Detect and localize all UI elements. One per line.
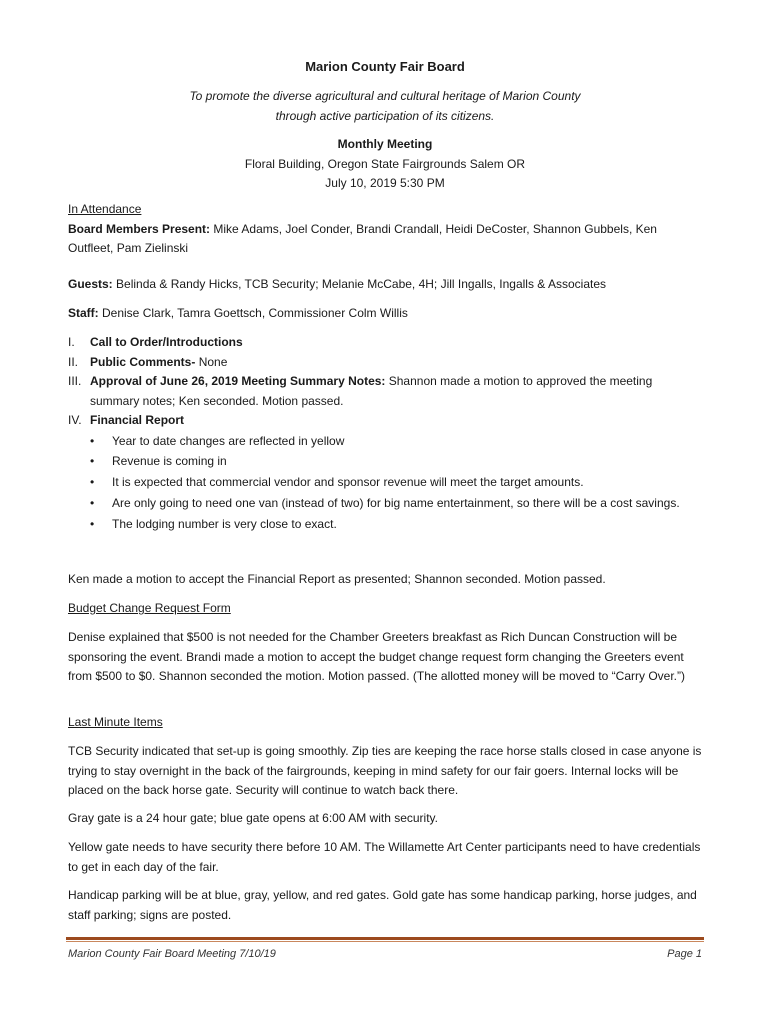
agenda-item [68, 333, 702, 353]
staff-label: Staff: [68, 306, 99, 320]
budget-text: Denise explained that $500 is not needed for the Chamber Greeters breakfast as Rich Duncan Construction will be sponsoring the event. Brandi made a motion to accept the budget change request form changing the Greeters event from $500 to $0. Shannon seconded the motion. Motion passed. (The allotted money will be moved to “Carry Over.”) [68, 630, 685, 683]
bullet-icon: • [90, 475, 95, 490]
last-minute-heading: Last Minute Items [68, 715, 163, 729]
list-item: • The lodging number is very close to exact. [68, 514, 702, 535]
bullet-icon: • [90, 516, 95, 531]
staff-names: Denise Clark, Tamra Goettsch, Commissioner Colm Willis [98, 306, 408, 320]
meeting-type: Monthly Meeting [337, 137, 433, 151]
board-label: Board Members Present: [68, 221, 211, 236]
agenda-label: Public Comments- [90, 354, 196, 369]
meeting-location: Floral Building, Oregon State Fairgrounds Salem OR [244, 156, 526, 171]
board-members [68, 220, 702, 259]
agenda-number: I. [68, 335, 75, 349]
agenda-item [68, 372, 702, 411]
page-footer [68, 945, 702, 965]
list-item: • It is expected that commercial vendor and sponsor revenue will meet the target amounts. [68, 472, 702, 493]
footer-title: Marion County Fair Board Meeting 7/10/19 [68, 948, 276, 960]
list-item: • Year to date changes are reflected in yellow [68, 431, 702, 452]
meeting-datetime: July 10, 2019 5:30 PM [325, 176, 445, 190]
guests-label: Guests: [68, 277, 113, 291]
guests-names: Belinda & Randy Hicks, TCB Security; Melanie McCabe, 4H; Jill Ingalls, Ingalls & Associates [112, 277, 607, 291]
footer-divider-thin [66, 941, 704, 942]
last-minute-p3: Yellow gate needs to have security there before 10 AM. The Willamette Art Center participants need to have credentials to get in each day of the fair. [68, 840, 701, 874]
last-minute-p2: Gray gate is a 24 hour gate; blue gate opens at 6:00 AM with security. [68, 811, 438, 825]
board-names: Mike Adams, Joel Conder, Brandi Crandall, Heidi DeCoster, Shannon Gubbels, Ken Outfleet, Pam Zielinski [68, 221, 657, 255]
agenda-number: IV. [68, 413, 82, 427]
agenda-item [68, 411, 702, 431]
agenda-label: Call to Order/Introductions [90, 335, 243, 349]
list-item: • Are only going to need one van (instead of two) for big name entertainment, so there will be a cost savings. [68, 493, 702, 514]
agenda-list [68, 333, 702, 534]
agenda-number: II. [68, 354, 79, 369]
bullet-icon: • [90, 495, 95, 510]
list-item: • Revenue is coming in [68, 451, 702, 472]
bullet-icon: • [90, 433, 95, 448]
bullet-icon: • [90, 454, 95, 469]
attendance-section [68, 200, 702, 259]
mission-line-2: through active participation of its citizens. [275, 108, 495, 123]
agenda-text: Shannon made a motion to approved the meeting summary notes; Ken seconded. Motion passed. [90, 374, 653, 408]
last-minute-p1: TCB Security indicated that set-up is going smoothly. Zip ties are keeping the race horse stalls closed in case anyone is trying to stay overnight in the back of the fairgrounds, keeping in mind safety for our fair goers. Internal locks will be placed on the back horse gate. Security will continue to watch back there. [68, 744, 702, 797]
guests-line [68, 275, 702, 295]
mission-line-1: To promote the diverse agricultural and cultural heritage of Marion County [189, 89, 581, 103]
agenda-item [68, 353, 702, 373]
last-minute-p4: Handicap parking will be at blue, gray, yellow, and red gates. Gold gate has some handicap parking, horse judges, and staff parking; signs are posted. [68, 888, 697, 922]
meeting-info [68, 135, 702, 194]
page-title: Marion County Fair Board [305, 59, 465, 74]
financial-motion: Ken made a motion to accept the Financial Report as presented; Shannon seconded. Motion passed. [68, 572, 606, 586]
staff-line [68, 304, 702, 324]
attendance-heading: In Attendance [68, 202, 142, 216]
mission-statement [68, 87, 702, 126]
footer-divider [66, 937, 704, 940]
agenda-label: Approval of June 26, 2019 Meeting Summary Notes: [90, 374, 386, 388]
budget-heading: Budget Change Request Form [68, 601, 231, 615]
page-number: Page 1 [667, 948, 702, 960]
financial-bullets [68, 431, 702, 535]
agenda-text: None [195, 354, 228, 369]
agenda-number: III. [68, 374, 82, 388]
agenda-label: Financial Report [90, 413, 185, 427]
